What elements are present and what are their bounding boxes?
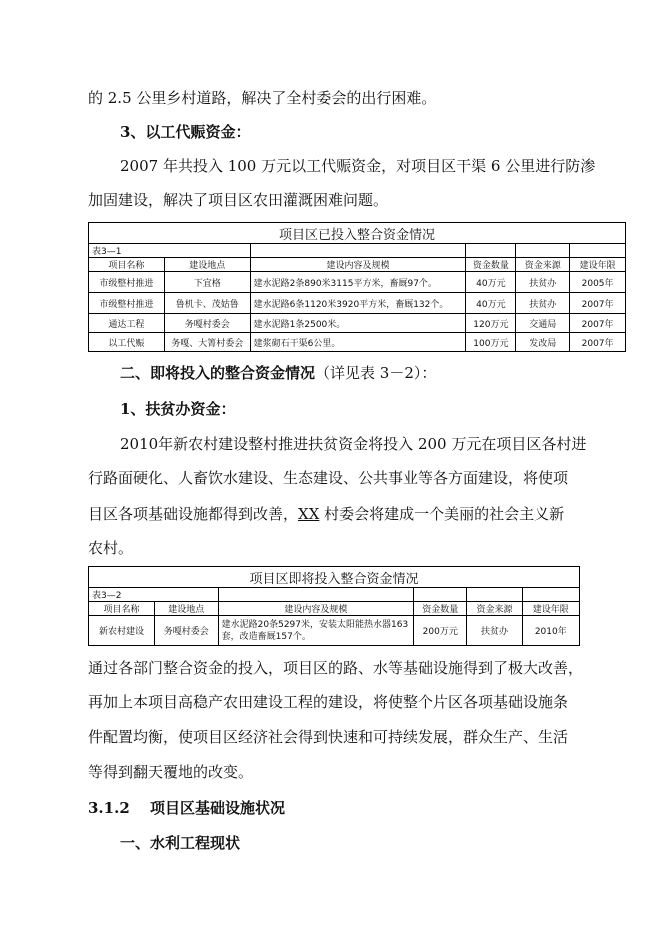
paragraph-line: 加固建设，解决了项目区农田灌溉困难问题。 (88, 191, 389, 209)
table-cell: 200万元 (414, 616, 467, 646)
column-header: 建设内容及规模 (250, 258, 466, 272)
subsection-heading: 1、扶贫办资金： (120, 400, 236, 418)
paragraph-text: 目区各项基础设施都得到改善， (88, 505, 299, 523)
column-header: 建设地点 (154, 602, 218, 616)
column-header: 资金数量 (414, 602, 467, 616)
table-cell: 通达工程 (89, 314, 165, 333)
table-row (89, 333, 626, 352)
table-caption: 表3—1 (89, 244, 165, 258)
paragraph-text: 村委会将建成一个美丽的社会主义新 (319, 505, 565, 523)
column-header: 建设地点 (164, 258, 250, 272)
table-cell: 40万元 (466, 293, 516, 314)
table-cell: 40万元 (466, 272, 516, 293)
table-cell: 扶贫办 (467, 616, 522, 646)
table-cell: 务嘎、大箐村委会 (164, 333, 250, 352)
section-heading-2 (120, 361, 620, 385)
table-row (89, 616, 580, 646)
section-heading-3-1-2: 3.1.2 项目区基础设施状况 (88, 799, 285, 817)
table-cell: 交通局 (516, 314, 570, 333)
paragraph-line: 件配置均衡，使项目区经济社会得到快速和可持续发展，群众生产、生活 (88, 728, 569, 746)
table-3-1 (88, 222, 626, 352)
heading-suffix: （详见表 3－2）： (315, 364, 437, 382)
table-cell: 2007年 (570, 293, 626, 314)
table-title: 项目区即将投入整合资金情况 (89, 567, 580, 588)
table-cell: 市级整村推进 (89, 293, 165, 314)
table-cell: 发改局 (516, 333, 570, 352)
table-cell: 以工代赈 (89, 333, 165, 352)
table-cell: 120万元 (466, 314, 516, 333)
column-header: 项目名称 (89, 602, 155, 616)
table-3-2 (88, 566, 580, 646)
paragraph-line: 的 2.5 公里乡村道路，解决了全村委会的出行困难。 (88, 89, 437, 107)
table-cell: 100万元 (466, 333, 516, 352)
table-cell: 2010年 (522, 616, 579, 646)
table-cell: 2007年 (570, 333, 626, 352)
table-cell: 2005年 (570, 272, 626, 293)
table-cell: 建水泥路1条2500米。 (250, 314, 466, 333)
paragraph-line: 农村。 (88, 539, 134, 557)
column-header: 资金数量 (466, 258, 516, 272)
column-header: 项目名称 (89, 258, 165, 272)
table-cell: 务嘎村委会 (164, 314, 250, 333)
paragraph-line: 2010年新农村建设整村推进扶贫资金将投入 200 万元在项目区各村进 (120, 435, 587, 453)
table-cell: 建水泥路6条1120米3920平方米，畜厩132个。 (250, 293, 466, 314)
paragraph-line: 2007 年共投入 100 万元以工代赈资金，对项目区干渠 6 公里进行防渗 (120, 157, 596, 175)
table-cell: 扶贫办 (516, 293, 570, 314)
table-cell: 鲁机卡、茂姑鲁 (164, 293, 250, 314)
paragraph-line: 再加上本项目高稳产农田建设工程的建设，将使整个片区各项基础设施条 (88, 693, 569, 711)
paragraph-line: 等得到翻天覆地的改变。 (88, 763, 254, 781)
table-cell: 建水泥路20条5297米，安装太阳能热水器163套，改造畜厩157个。 (218, 616, 414, 646)
table-caption: 表3—2 (89, 588, 155, 602)
table-cell: 务嘎村委会 (154, 616, 218, 646)
table-row (89, 272, 626, 293)
table-cell: 下宜格 (164, 272, 250, 293)
paragraph-line (88, 502, 588, 526)
table-row (89, 314, 626, 333)
village-placeholder: XX (298, 505, 320, 523)
table-cell: 新农村建设 (89, 616, 155, 646)
table-cell: 建浆砌石干渠6公里。 (250, 333, 466, 352)
table-row (89, 293, 626, 314)
paragraph-line: 行路面硬化、人畜饮水建设、生态建设、公共事业等各方面建设，将使项 (88, 469, 569, 487)
column-header: 建设内容及规模 (218, 602, 414, 616)
column-header: 建设年限 (570, 258, 626, 272)
table-cell: 2007年 (570, 314, 626, 333)
subsection-heading: 一、水利工程现状 (120, 834, 241, 852)
table-cell: 建水泥路2条890米3115平方米，畜厩97个。 (250, 272, 466, 293)
column-header: 资金来源 (516, 258, 570, 272)
heading-text: 二、即将投入的整合资金情况 (120, 364, 316, 382)
column-header: 建设年限 (522, 602, 579, 616)
table-title: 项目区已投入整合资金情况 (89, 223, 626, 244)
column-header: 资金来源 (467, 602, 522, 616)
table-cell: 市级整村推进 (89, 272, 165, 293)
table-cell: 扶贫办 (516, 272, 570, 293)
section-heading-3: 3、以工代赈资金： (120, 123, 251, 141)
paragraph-line: 通过各部门整合资金的投入，项目区的路、水等基础设施得到了极大改善， (88, 659, 584, 677)
